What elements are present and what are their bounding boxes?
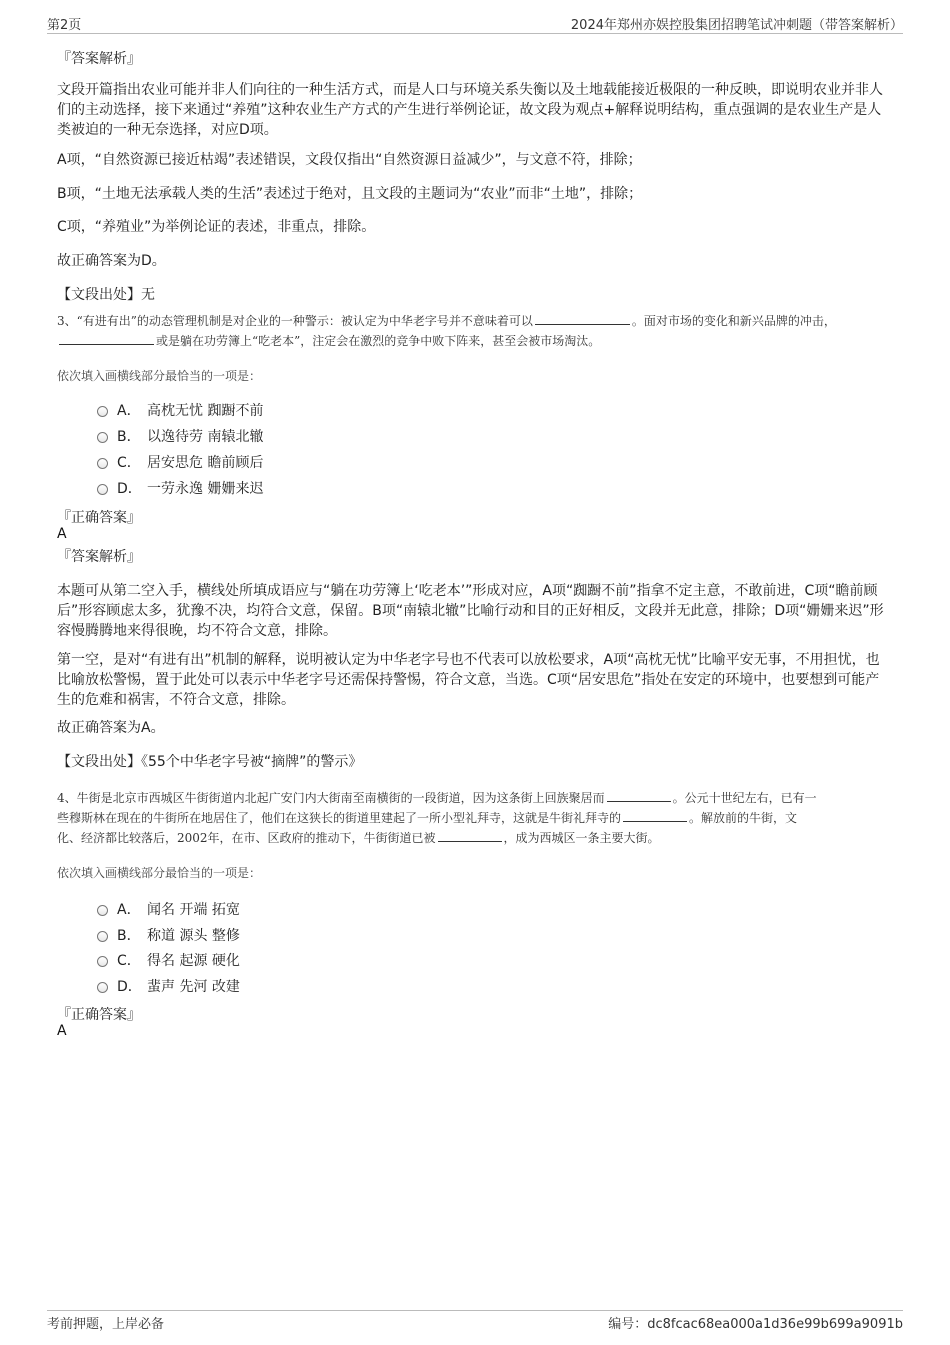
source-note: 【文段出处】无	[57, 287, 155, 303]
q3-option-d[interactable]	[97, 478, 263, 498]
analysis-label: 『答案解析』	[57, 549, 141, 565]
fill-blank	[623, 809, 687, 822]
q3-option-a[interactable]	[97, 400, 263, 420]
option-text: 高枕无忧 踟蹰不前	[147, 403, 264, 419]
option-letter: C．	[117, 455, 141, 471]
analysis-paragraph: 文段开篇指出农业可能并非人们向往的一种生活方式，而是人口与环境关系失衡以及土地载能接近极限的一种反映，即说明农业并非人们的主动选择，接下来通过“养殖”这种农业生产方式的产生进行举例论证，故文段为观点+解释说明结构，重点强调的是农业生产是人类被迫的一种无奈选择，对应D项。	[57, 82, 883, 138]
analysis-conclusion: 故正确答案为D。	[57, 253, 166, 269]
q4-option-a[interactable]	[97, 899, 240, 919]
q4-option-b[interactable]	[97, 925, 240, 945]
q4-line1b: 。公元十世纪左右，已有一	[672, 791, 817, 805]
correct-answer-label: 『正确答案』	[57, 510, 141, 526]
q4-option-d[interactable]	[97, 976, 240, 996]
option-letter: B．	[117, 429, 141, 445]
q3-option-c[interactable]	[97, 452, 263, 472]
analysis-option-a: A项，“自然资源已接近枯竭”表述错误，文段仅指出“自然资源日益减少”，与文意不符，排除；	[57, 152, 642, 168]
fill-blank	[607, 789, 671, 802]
source-note: 【文段出处】《55个中华老字号被“摘牌”的警示》	[57, 754, 363, 770]
correct-answer: A	[57, 526, 67, 542]
q4-line1a: 4、牛街是北京市西城区牛街街道内北起广安门内大街南至南横街的一段街道，因为这条街上回族聚居而	[57, 791, 605, 805]
page-number: 第2页	[47, 18, 82, 33]
q4-line3a: 化、经济都比较落后，2002年，在市、区政府的推动下，牛街街道已被	[57, 831, 436, 845]
option-text: 蜚声 先河 改建	[147, 979, 240, 995]
q4-line3b: ，成为西城区一条主要大街。	[503, 831, 660, 845]
analysis-paragraph-2: 第一空，是对“有进有出”机制的解释，说明被认定为中华老字号也不代表可以放松要求，A项“高枕无忧”比喻平安无事，不用担忧，也比喻放松警惕，置于此处可以表示中华老字号还需保持警惕，符合文意，当选。C项“居安思危”指处在安定的环境中，也要想到可能产生的危难和祸害，不符合文意，排除。	[57, 652, 880, 708]
correct-answer-label: 『正确答案』	[57, 1007, 141, 1023]
radio-icon[interactable]	[97, 982, 108, 993]
analysis-label: 『答案解析』	[57, 51, 141, 67]
question-4-stem	[57, 788, 902, 848]
option-text: 以逸待劳 南辕北辙	[147, 429, 264, 445]
question-3-prompt: 依次填入画横线部分最恰当的一项是：	[57, 369, 262, 383]
option-letter: C．	[117, 953, 141, 969]
question-3-stem	[57, 311, 902, 351]
fill-blank	[438, 829, 502, 842]
q3-text-part3: 或是躺在功劳簿上“吃老本”，注定会在激烈的竞争中败下阵来，甚至会被市场淘汰。	[156, 334, 601, 348]
option-letter: D．	[117, 979, 142, 995]
option-letter: B．	[117, 928, 141, 944]
correct-answer: A	[57, 1023, 67, 1039]
option-text: 得名 起源 硬化	[147, 953, 240, 969]
q3-text-part1: 3、“有进有出”的动态管理机制是对企业的一种警示：被认定为中华老字号并不意味着可以	[57, 314, 533, 328]
q4-option-c[interactable]	[97, 950, 240, 970]
radio-icon[interactable]	[97, 484, 108, 495]
radio-icon[interactable]	[97, 905, 108, 916]
radio-icon[interactable]	[97, 406, 108, 417]
option-letter: A．	[117, 902, 141, 918]
q3-option-b[interactable]	[97, 426, 263, 446]
option-text: 称道 源头 整修	[147, 928, 240, 944]
radio-icon[interactable]	[97, 432, 108, 443]
analysis-conclusion: 故正确答案为A。	[57, 720, 165, 736]
header-divider	[47, 33, 903, 34]
question-4-prompt: 依次填入画横线部分最恰当的一项是：	[57, 866, 262, 880]
document-id: 编号：dc8fcac68ea000a1d36e99b699a9091b	[608, 1317, 903, 1332]
q4-line2b: 。解放前的牛街，文	[689, 811, 798, 825]
option-letter: A．	[117, 403, 141, 419]
option-letter: D．	[117, 481, 142, 497]
analysis-option-c: C项，“养殖业”为举例论证的表述，非重点，排除。	[57, 219, 376, 235]
document-title: 2024年郑州亦娱控股集团招聘笔试冲刺题（带答案解析）	[570, 18, 903, 33]
fill-blank	[535, 312, 630, 325]
analysis-option-b: B项，“土地无法承载人类的生活”表述过于绝对，且文段的主题词为“农业”而非“土地”，排除；	[57, 186, 643, 202]
option-text: 闻名 开端 拓宽	[147, 902, 240, 918]
option-text: 居安思危 瞻前顾后	[147, 455, 264, 471]
footer-slogan: 考前押题，上岸必备	[47, 1317, 165, 1332]
option-text: 一劳永逸 姗姗来迟	[147, 481, 264, 497]
radio-icon[interactable]	[97, 458, 108, 469]
footer-divider	[47, 1310, 903, 1311]
radio-icon[interactable]	[97, 956, 108, 967]
q3-text-part2: 。面对市场的变化和新兴品牌的冲击，	[631, 314, 836, 328]
radio-icon[interactable]	[97, 931, 108, 942]
q4-line2a: 些穆斯林在现在的牛街所在地居住了，他们在这狭长的街道里建起了一所小型礼拜寺，这就是牛街礼拜寺的	[57, 811, 622, 825]
analysis-paragraph-1: 本题可从第二空入手，横线处所填成语应与“躺在功劳簿上‘吃老本’”形成对应，A项“踟蹰不前”指拿不定主意，不敢前进，C项“瞻前顾后”形容顾虑太多，犹豫不决，均符合文意，保留。B项“南辕北辙”比喻行动和目的正好相反，文段并无此意，排除；D项“姗姗来迟”形容慢腾腾地来得很晚，均不符合文意，排除。	[57, 583, 884, 639]
fill-blank	[59, 332, 154, 345]
